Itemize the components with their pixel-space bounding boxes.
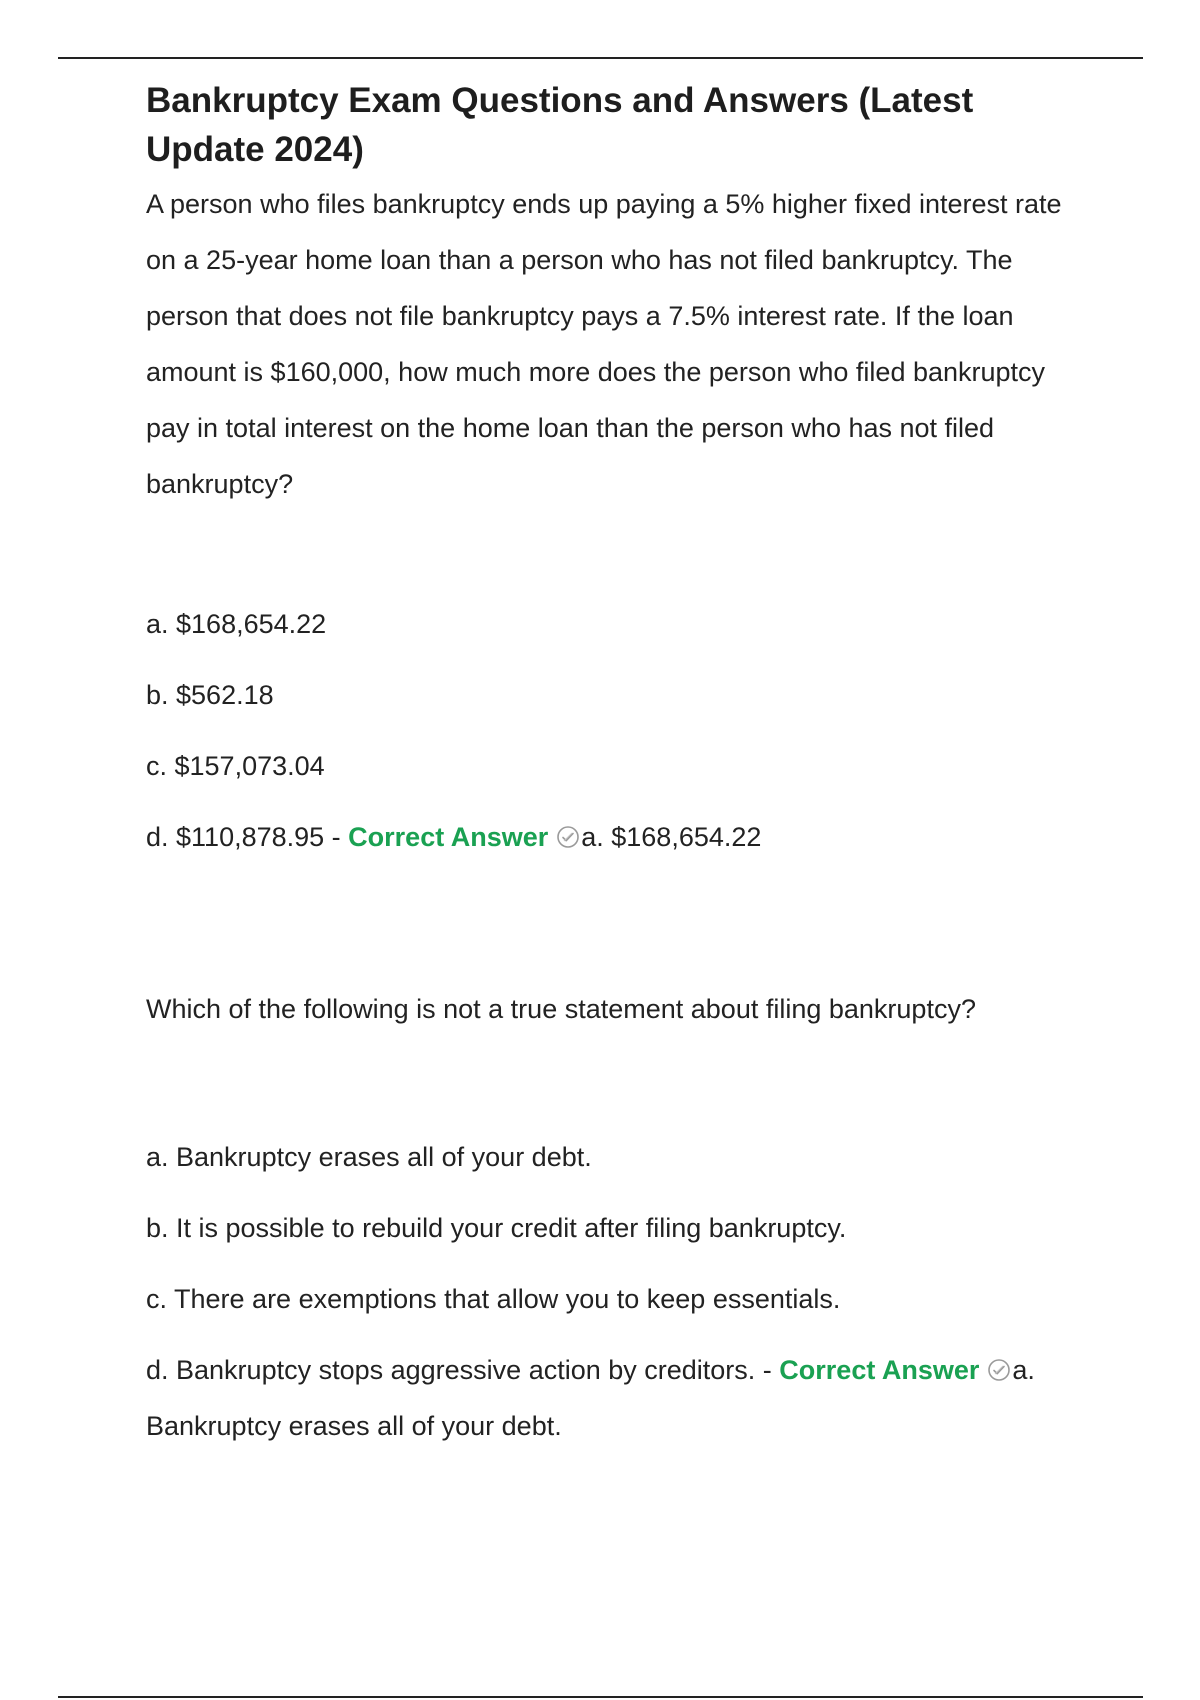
correct-answer-label: Correct Answer — [348, 822, 549, 852]
question-1-option-c: c. $157,073.04 — [146, 751, 325, 781]
question-2-options — [146, 1137, 1086, 1454]
question-1-option-a: a. $168,654.22 — [146, 609, 327, 639]
question-2-option-c: c. There are exemptions that allow you to keep essentials. — [146, 1284, 841, 1314]
question-1-option-d — [146, 809, 1086, 865]
question-1-option-b: b. $562.18 — [146, 680, 274, 710]
check-circle-icon — [556, 825, 580, 849]
correct-answer-label: Correct Answer — [779, 1355, 980, 1385]
question-1-text: A person who files bankruptcy ends up paying a 5% higher fixed interest rate on a 25-year home loan than a person who has not filed bankruptcy. The person that does not file bankruptcy pays a 7.5% interest rate. If the loan amount is $160,000, how much more does the person who filed bankruptcy pay in total interest on the home loan than the person who has not filed bankruptcy? — [146, 189, 1062, 499]
footer-rule — [58, 1696, 1143, 1698]
question-2-text: Which of the following is not a true statement about filing bankruptcy? — [146, 994, 976, 1024]
question-1-options — [146, 604, 1086, 865]
document-title: Bankruptcy Exam Questions and Answers (Latest Update 2024) — [146, 81, 974, 169]
header-rule — [58, 57, 1143, 59]
check-circle-icon — [987, 1358, 1011, 1382]
document-body — [146, 76, 1086, 1485]
question-1-answer: a. $168,654.22 — [581, 822, 762, 852]
question-2-answer: a. Bankruptcy erases all of your debt. — [146, 1355, 1035, 1441]
answer-separator: - — [755, 1355, 780, 1385]
question-2-option-d-text: d. Bankruptcy stops aggressive action by creditors. — [146, 1355, 756, 1385]
question-1-option-d-text: d. $110,878.95 — [146, 822, 325, 852]
question-2-option-d — [146, 1342, 1086, 1454]
answer-separator: - — [324, 822, 349, 852]
question-2-option-b: b. It is possible to rebuild your credit after filing bankruptcy. — [146, 1213, 847, 1243]
question-2-option-a: a. Bankruptcy erases all of your debt. — [146, 1142, 592, 1172]
